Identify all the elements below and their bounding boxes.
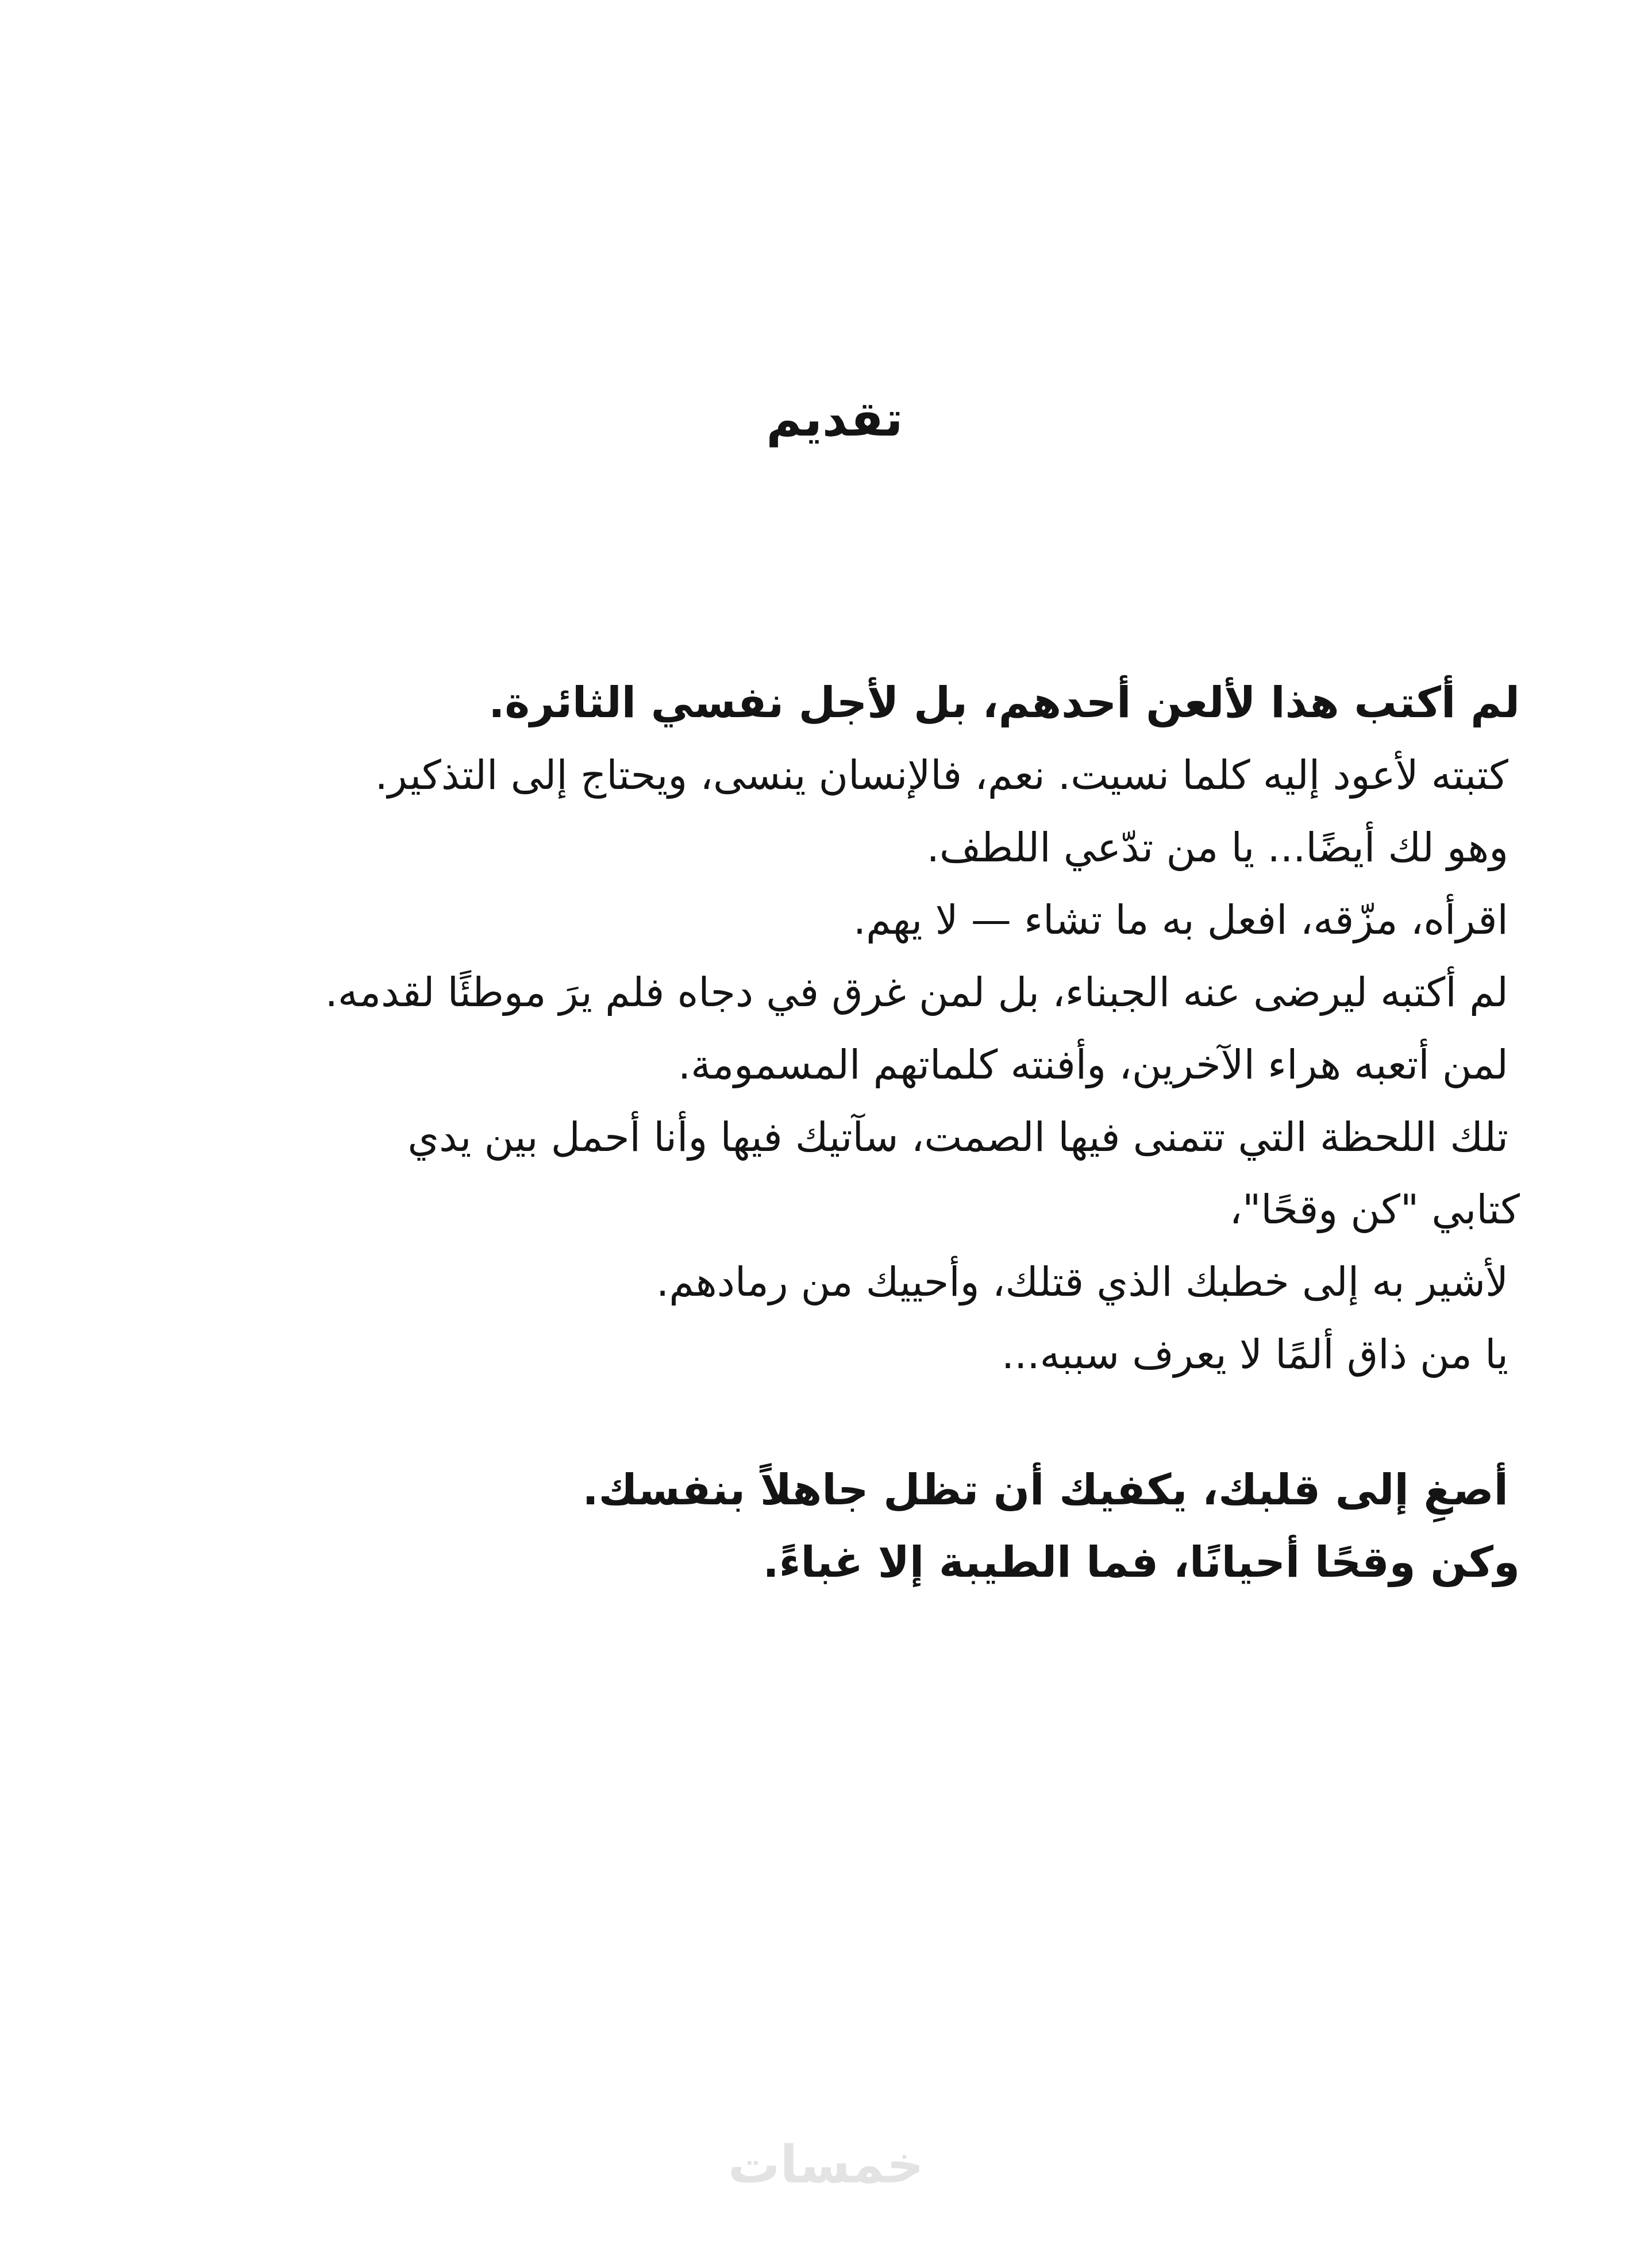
- text-line: وهو لك أيضًا... يا من تدّعي اللطف.: [926, 824, 1508, 871]
- text-line: كتبته لأعود إليه كلما نسيت. نعم، فالإنسان ينسى، ويحتاج إلى التذكير.: [375, 752, 1508, 799]
- opening-statement: لم أكتب هذا لألعن أحدهم، بل لأجل نفسي الثائرة.: [488, 678, 1520, 727]
- page-title: تقديم: [766, 391, 903, 447]
- preface-text: [112, 667, 1520, 1599]
- paragraph-gap: [112, 1391, 1520, 1454]
- closing-line: أصغِ إلى قلبك، يكفيك أن تظل جاهلاً بنفسك.: [582, 1465, 1508, 1515]
- text-line: يا من ذاق ألمًا لا يعرف سببه...: [1001, 1331, 1508, 1378]
- watermark-logo: خمسات: [727, 2135, 924, 2195]
- text-line: لأشير به إلى خطبك الذي قتلك، وأحييك من رمادهم.: [656, 1258, 1508, 1306]
- text-line: لم أكتبه ليرضى عنه الجبناء، بل لمن غرق في دجاه فلم يرَ موطئًا لقدمه.: [325, 969, 1508, 1016]
- text-line: لمن أتعبه هراء الآخرين، وأفنته كلماتهم المسمومة.: [677, 1041, 1508, 1088]
- closing-line: وكن وقحًا أحيانًا، فما الطيبة إلا غباءً.: [763, 1538, 1520, 1587]
- text-line: تلك اللحظة التي تتمنى فيها الصمت، سآتيك فيها وأنا أحمل بين يدي: [407, 1114, 1508, 1161]
- text-line: اقرأه، مزّقه، افعل به ما تشاء — لا يهم.: [853, 896, 1508, 944]
- text-line: كتابي "كن وقحًا"،: [1229, 1186, 1520, 1233]
